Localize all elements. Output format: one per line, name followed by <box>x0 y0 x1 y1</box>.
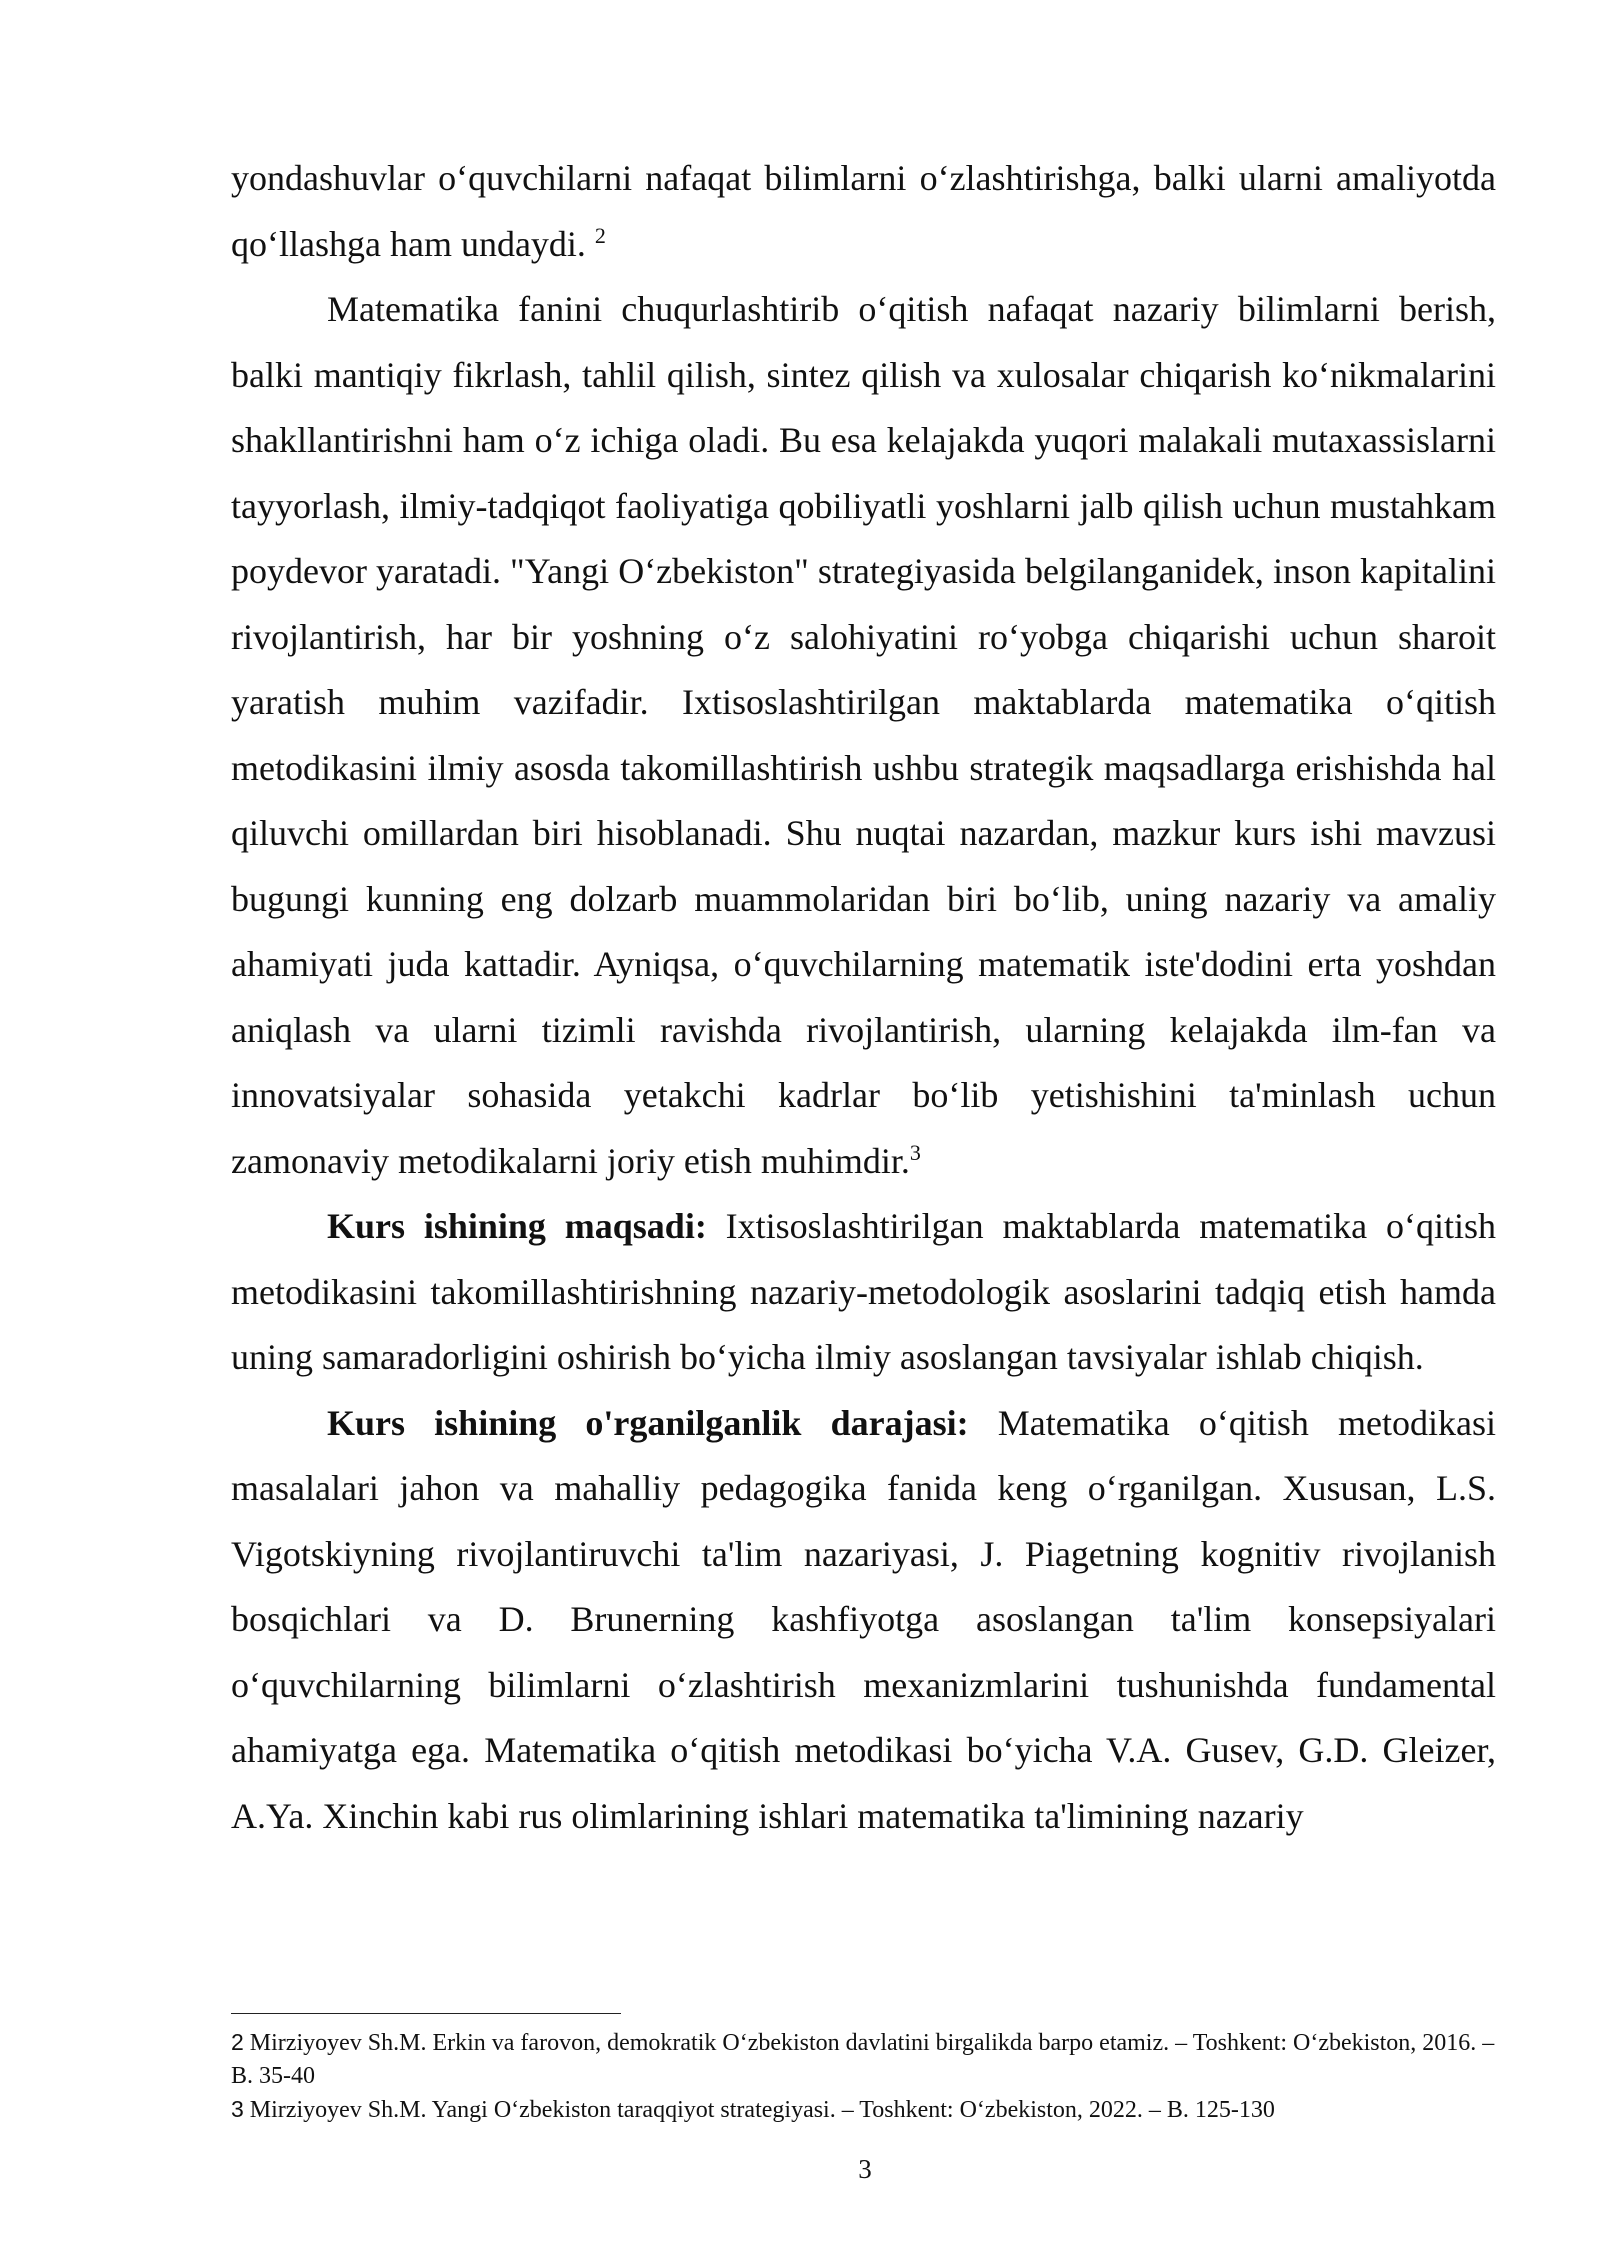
study-level-heading: Kurs ishining o'rganilganlik darajasi: <box>327 1402 969 1443</box>
footnote-3 <box>231 2093 1496 2127</box>
paragraph-2 <box>231 277 1496 1194</box>
study-level-text: Matematika o‘qitish metodikasi masalalari jahon va mahalliy pedagogika fanida keng o‘rganilgan. Xususan, L.S. Vigotskiyning rivojlantiruvchi ta'lim nazariyasi, J. Piagetning kognitiv rivojlanish bosqichlari va D. Brunerning kashfiyotga asoslangan ta'lim konsepsiyalari o‘quvchilarning bilimlarni o‘zlashtirish mexanizmlarini tushunishda fundamental ahamiyatga ega. Matematika o‘qitish metodikasi bo‘yicha V.A. Gusev, G.D. Gleizer, A.Ya. Xinchin kabi rus olimlarining ishlari matematika ta'limining nazariy <box>231 1402 1496 1836</box>
paragraph-1 <box>231 146 1496 277</box>
goal-heading: Kurs ishining maqsadi: <box>327 1206 707 1246</box>
paragraph-study-level <box>231 1391 1496 1850</box>
footnote-3-text: Mirziyoyev Sh.M. Yangi O‘zbekiston taraqqiyot strategiyasi. – Toshkent: O‘zbekiston, 2022. – B. 125-130 <box>243 2097 1275 2123</box>
paragraph-2-text: Matematika fanini chuqurlashtirib o‘qitish nafaqat nazariy bilimlarni berish, balki mantiqiy fikrlash, tahlil qilish, sintez qilish va xulosalar chiqarish ko‘nikmalarini shakllantirishni ham o‘z ichiga oladi. Bu esa kelajakda yuqori malakali mutaxassislarni tayyorlash, ilmiy-tadqiqot faoliyatiga qobiliyatli yoshlarni jalb qilish uchun mustahkam poydevor yaratadi. "Yangi O‘zbekiston" strategiyasida belgilanganidek, inson kapitalini rivojlantirish, har bir yoshning o‘z salohiyatini ro‘yobga chiqarishi uchun sharoit yaratish muhim vazifadir. Ixtisoslashtirilgan maktablarda matematika o‘qitish metodikasini ilmiy asosda takomillashtirish ushbu strategik maqsadlarga erishishda hal qiluvchi omillardan biri hisoblanadi. Shu nuqtai nazardan, mazkur kurs ishi mavzusi bugungi kunning eng dolzarb muammolaridan biri bo‘lib, uning nazariy va amaliy ahamiyati juda kattadir. Ayniqsa, o‘quvchilarning matematik iste'dodini erta yoshdan aniqlash va ularni tizimli ravishda rivojlantirish, ularning kelajakda ilm-fan va innovatsiyalar sohasida yetakchi kadrlar bo‘lib yetishishini ta'minlash uchun zamonaviy metodikalarni joriy etish muhimdir. <box>231 289 1496 1181</box>
paragraph-goal <box>231 1194 1496 1391</box>
footnote-3-number: 3 <box>231 2096 244 2122</box>
page-number: 3 <box>858 2154 872 2184</box>
footnote-ref-2: 2 <box>594 222 606 248</box>
footnote-2-number: 2 <box>231 2029 244 2055</box>
main-text <box>231 146 1496 1849</box>
paragraph-1-text: yondashuvlar o‘quvchilarni nafaqat bilimlarni o‘zlashtirishga, balki ularni amaliyotda qo‘llashga ham undaydi. <box>231 158 1496 264</box>
footnote-2 <box>231 2026 1496 2093</box>
footnote-separator <box>231 2013 621 2014</box>
footnote-2-text: Mirziyoyev Sh.M. Erkin va farovon, demokratik O‘zbekiston davlatini birgalikda barpo etamiz. – Toshkent: O‘zbekiston, 2016. – B. 35-40 <box>231 2030 1495 2089</box>
footnotes <box>231 2026 1496 2127</box>
goal-text: Ixtisoslashtirilgan maktablarda matematika o‘qitish metodikasini takomillashtirishning nazariy-metodologik asoslarini tadqiq etish hamda uning samaradorligini oshirish bo‘yicha ilmiy asoslangan tavsiyalar ishlab chiqish. <box>231 1206 1496 1377</box>
footnote-ref-3: 3 <box>909 1139 921 1165</box>
